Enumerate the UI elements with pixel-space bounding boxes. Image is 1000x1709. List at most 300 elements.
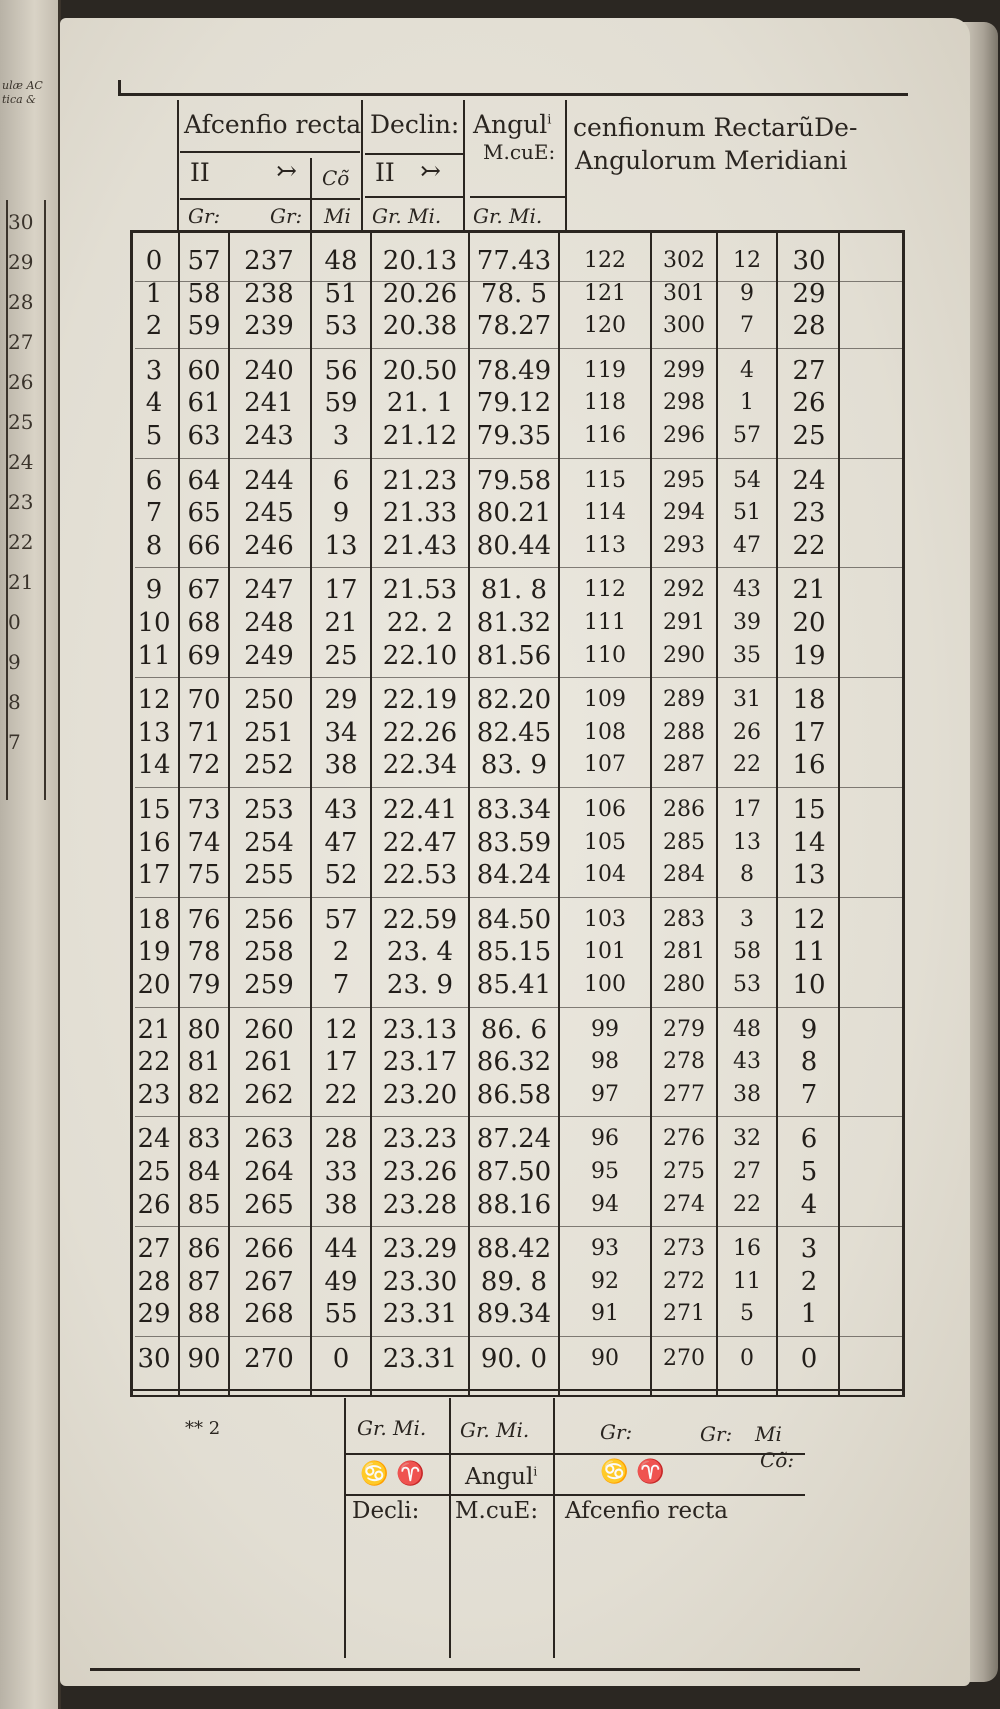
header-rule bbox=[565, 100, 567, 230]
table-cell: 247 bbox=[244, 575, 294, 606]
table-cell: 23.29 bbox=[382, 1234, 458, 1265]
table-cell: 23.17 bbox=[382, 1047, 458, 1078]
facing-page-text: tica & bbox=[2, 93, 36, 106]
table-cell: 109 bbox=[584, 687, 626, 713]
table-cell: 258 bbox=[244, 937, 294, 968]
table-cell: 65 bbox=[187, 498, 221, 529]
table-cell: 241 bbox=[244, 388, 294, 419]
table-cell: 277 bbox=[663, 1081, 705, 1107]
facing-page-number: 23 bbox=[8, 490, 34, 514]
table-bottom-rule bbox=[130, 1389, 905, 1391]
table-cell: 31 bbox=[733, 687, 761, 713]
table-cell: 83.59 bbox=[476, 827, 552, 858]
table-cell: 118 bbox=[584, 390, 626, 416]
table-cell: 73 bbox=[187, 795, 221, 825]
table-cell: 49 bbox=[324, 1266, 358, 1297]
table-cell: 3 bbox=[145, 355, 163, 386]
table-cell: 238 bbox=[244, 278, 294, 309]
signature-mark: ** 2 bbox=[185, 1418, 221, 1439]
column-rule bbox=[468, 233, 470, 1397]
footer-angle-label: M.cuE: bbox=[455, 1498, 539, 1524]
table-cell: 84.50 bbox=[476, 904, 552, 935]
table-cell: 85 bbox=[187, 1189, 221, 1220]
header-rule bbox=[361, 100, 363, 230]
table-cell: 0 bbox=[800, 1344, 818, 1374]
group-rule bbox=[135, 897, 905, 898]
footer-rule bbox=[345, 1494, 805, 1496]
table-cell: 4 bbox=[800, 1189, 818, 1220]
table-cell: 43 bbox=[733, 577, 761, 603]
table-cell: 68 bbox=[187, 608, 221, 638]
table-cell: 77.43 bbox=[476, 246, 552, 276]
table-cell: 7 bbox=[145, 498, 163, 529]
table-cell: 3 bbox=[740, 906, 754, 932]
table-cell: 57 bbox=[733, 423, 761, 448]
table-cell: 105 bbox=[584, 829, 626, 855]
table-cell: 83. 9 bbox=[480, 750, 548, 781]
table-cell: 22 bbox=[733, 752, 761, 778]
header-unit: Gr: bbox=[188, 204, 221, 228]
table-cell: 5 bbox=[740, 1301, 754, 1327]
table-cell: 22.26 bbox=[382, 717, 458, 748]
table-cell: 250 bbox=[244, 685, 294, 716]
table-cell: 280 bbox=[663, 972, 705, 997]
table-cell: 9 bbox=[332, 498, 350, 529]
table-cell: 262 bbox=[244, 1079, 294, 1110]
table-cell: 243 bbox=[244, 421, 294, 451]
table-cell: 63 bbox=[187, 421, 221, 451]
table-cell: 20.38 bbox=[382, 311, 458, 342]
table-cell: 111 bbox=[584, 610, 626, 635]
footer-unit: Gr. Mi. bbox=[460, 1418, 530, 1442]
header-ascension: Afcenfio recta bbox=[184, 110, 362, 139]
table-cell: 59 bbox=[324, 388, 358, 419]
table-cell: 0 bbox=[740, 1346, 754, 1371]
table-cell: 121 bbox=[584, 280, 626, 306]
table-cell: 260 bbox=[244, 1014, 294, 1045]
table-cell: 115 bbox=[584, 467, 626, 493]
table-cell: 53 bbox=[733, 972, 761, 997]
table-cell: 300 bbox=[663, 313, 705, 339]
table-cell: 23.26 bbox=[382, 1157, 458, 1187]
table-cell: 122 bbox=[584, 248, 626, 273]
table-cell: 14 bbox=[792, 827, 826, 858]
table-cell: 51 bbox=[733, 500, 761, 526]
table-cell: 19 bbox=[137, 937, 171, 968]
facing-page-number: 29 bbox=[8, 250, 34, 274]
table-cell: 286 bbox=[663, 797, 705, 822]
table-cell: 79.12 bbox=[476, 388, 552, 419]
table-cell: 94 bbox=[591, 1191, 619, 1217]
table-cell: 106 bbox=[584, 797, 626, 822]
footer-unit: Mi bbox=[755, 1422, 782, 1446]
table-cell: 16 bbox=[733, 1236, 761, 1262]
table-cell: 14 bbox=[137, 750, 171, 781]
table-cell: 11 bbox=[792, 937, 826, 968]
table-cell: 264 bbox=[244, 1157, 294, 1187]
facing-page-number: 21 bbox=[8, 570, 34, 594]
table-cell: 52 bbox=[324, 860, 358, 891]
table-cell: 79 bbox=[187, 970, 221, 1000]
facing-page-number: 28 bbox=[8, 290, 34, 314]
table-cell: 23. 9 bbox=[386, 970, 454, 1000]
table-cell: 9 bbox=[145, 575, 163, 606]
table-cell: 32 bbox=[733, 1126, 761, 1152]
table-cell: 74 bbox=[187, 827, 221, 858]
table-cell: 82.20 bbox=[476, 685, 552, 716]
footer-angle-line1: Angul$^i$ bbox=[465, 1464, 538, 1490]
table-cell: 255 bbox=[244, 860, 294, 891]
table-cell: 97 bbox=[591, 1081, 619, 1107]
table-cell: 17 bbox=[792, 717, 826, 748]
table-cell: 0 bbox=[145, 246, 163, 276]
table-cell: 289 bbox=[663, 687, 705, 713]
table-cell: 79.58 bbox=[476, 465, 552, 496]
table-cell: 26 bbox=[137, 1189, 171, 1220]
table-cell: 66 bbox=[187, 530, 221, 561]
table-cell: 270 bbox=[244, 1344, 294, 1374]
table-cell: 55 bbox=[324, 1299, 358, 1330]
facing-page-number: 7 bbox=[8, 730, 21, 754]
table-cell: 21. 1 bbox=[386, 388, 454, 419]
table-cell: 1 bbox=[145, 278, 163, 309]
table-cell: 18 bbox=[792, 685, 826, 716]
column-rule bbox=[838, 233, 840, 1397]
table-cell: 263 bbox=[244, 1124, 294, 1155]
table-cell: 11 bbox=[137, 640, 171, 671]
facing-page-number: 30 bbox=[8, 210, 34, 234]
table-cell: 47 bbox=[324, 827, 358, 858]
table-cell: 16 bbox=[792, 750, 826, 781]
table-cell: 246 bbox=[244, 530, 294, 561]
table-cell: 18 bbox=[137, 904, 171, 935]
table-cell: 276 bbox=[663, 1126, 705, 1152]
header-sign-gemini: II bbox=[375, 158, 395, 187]
table-cell: 27 bbox=[137, 1234, 171, 1265]
table-cell: 271 bbox=[663, 1301, 705, 1327]
table-cell: 0 bbox=[332, 1344, 350, 1374]
table-cell: 2 bbox=[800, 1266, 818, 1297]
header-unit: Mi bbox=[324, 204, 351, 228]
table-cell: 78.27 bbox=[476, 311, 552, 342]
table-cell: 9 bbox=[800, 1014, 818, 1045]
table-cell: 275 bbox=[663, 1159, 705, 1184]
table-cell: 80 bbox=[187, 1014, 221, 1045]
table-cell: 101 bbox=[584, 939, 626, 965]
table-cell: 2 bbox=[332, 937, 350, 968]
table-cell: 69 bbox=[187, 640, 221, 671]
header-unit: Gr. Mi. bbox=[473, 204, 543, 228]
table-cell: 22 bbox=[733, 1191, 761, 1217]
table-cell: 267 bbox=[244, 1266, 294, 1297]
header-rule bbox=[470, 196, 565, 198]
table-cell: 83 bbox=[187, 1124, 221, 1155]
table-cell: 287 bbox=[663, 752, 705, 778]
column-rule bbox=[776, 233, 778, 1397]
table-cell: 13 bbox=[792, 860, 826, 891]
table-cell: 6 bbox=[332, 465, 350, 496]
header-angle: Angul$^i$ bbox=[473, 110, 552, 139]
footer-unit: Gr: bbox=[600, 1420, 633, 1444]
table-cell: 261 bbox=[244, 1047, 294, 1078]
table-cell: 22.19 bbox=[382, 685, 458, 716]
table-cell: 21.53 bbox=[382, 575, 458, 606]
table-cell: 78. 5 bbox=[480, 278, 548, 309]
facing-page-number: 25 bbox=[8, 410, 34, 434]
header-sign-gemini: II bbox=[190, 158, 210, 187]
table-cell: 15 bbox=[792, 795, 826, 825]
table-cell: 21 bbox=[324, 608, 358, 638]
column-rule bbox=[178, 233, 180, 1397]
table-cell: 86.32 bbox=[476, 1047, 552, 1078]
table-cell: 299 bbox=[663, 357, 705, 383]
table-cell: 119 bbox=[584, 357, 626, 383]
footer-unit: Gr. Mi. bbox=[357, 1416, 427, 1440]
table-cell: 25 bbox=[137, 1157, 171, 1187]
table-cell: 7 bbox=[332, 970, 350, 1000]
table-cell: 56 bbox=[324, 355, 358, 386]
table-cell: 33 bbox=[324, 1157, 358, 1187]
table-cell: 12 bbox=[324, 1014, 358, 1045]
table-cell: 82.45 bbox=[476, 717, 552, 748]
table-cell: 10 bbox=[792, 970, 826, 1000]
table-cell: 86.58 bbox=[476, 1079, 552, 1110]
facing-page-number: 22 bbox=[8, 530, 34, 554]
top-rule bbox=[118, 93, 908, 96]
table-cell: 284 bbox=[663, 862, 705, 888]
header-rule bbox=[177, 100, 179, 230]
table-cell: 23.31 bbox=[382, 1344, 458, 1374]
table-cell: 285 bbox=[663, 829, 705, 855]
table-cell: 108 bbox=[584, 719, 626, 745]
table-cell: 292 bbox=[663, 577, 705, 603]
table-cell: 20.13 bbox=[382, 246, 458, 276]
table-cell: 80.44 bbox=[476, 530, 552, 561]
table-cell: 98 bbox=[591, 1049, 619, 1075]
table-cell: 22.10 bbox=[382, 640, 458, 671]
table-cell: 23.31 bbox=[382, 1299, 458, 1330]
header-rule bbox=[180, 151, 360, 153]
table-cell: 58 bbox=[733, 939, 761, 965]
header-angle-line2: M.cuE: bbox=[483, 140, 556, 164]
table-cell: 6 bbox=[800, 1124, 818, 1155]
table-cell: 27 bbox=[733, 1159, 761, 1184]
column-rule bbox=[650, 233, 652, 1397]
table-cell: 270 bbox=[663, 1346, 705, 1371]
table-cell: 20 bbox=[137, 970, 171, 1000]
table-cell: 24 bbox=[137, 1124, 171, 1155]
table-cell: 3 bbox=[332, 421, 350, 451]
table-cell: 38 bbox=[733, 1081, 761, 1107]
table-cell: 301 bbox=[663, 280, 705, 306]
table-cell: 12 bbox=[137, 685, 171, 716]
header-sign-arrow: ↣ bbox=[420, 156, 441, 185]
table-cell: 291 bbox=[663, 610, 705, 635]
table-cell: 57 bbox=[324, 904, 358, 935]
table-cell: 88.42 bbox=[476, 1234, 552, 1265]
table-cell: 3 bbox=[800, 1234, 818, 1265]
table-cell: 294 bbox=[663, 500, 705, 526]
table-cell: 8 bbox=[145, 530, 163, 561]
top-rule-tick bbox=[118, 80, 121, 96]
group-rule bbox=[135, 1336, 905, 1337]
table-cell: 248 bbox=[244, 608, 294, 638]
header-rule bbox=[180, 198, 360, 200]
table-cell: 20 bbox=[792, 608, 826, 638]
table-cell: 28 bbox=[792, 311, 826, 342]
table-cell: 23.28 bbox=[382, 1189, 458, 1220]
table-cell: 7 bbox=[740, 313, 754, 339]
table-cell: 278 bbox=[663, 1049, 705, 1075]
table-cell: 259 bbox=[244, 970, 294, 1000]
table-cell: 23 bbox=[792, 498, 826, 529]
table-cell: 104 bbox=[584, 862, 626, 888]
bottom-rule bbox=[90, 1668, 860, 1671]
table-cell: 54 bbox=[733, 467, 761, 493]
table-cell: 78.49 bbox=[476, 355, 552, 386]
table-cell: 93 bbox=[591, 1236, 619, 1262]
table-cell: 21.23 bbox=[382, 465, 458, 496]
table-cell: 2 bbox=[145, 311, 163, 342]
facing-page-number: 9 bbox=[8, 650, 21, 674]
table-cell: 107 bbox=[584, 752, 626, 778]
table-cell: 99 bbox=[591, 1016, 619, 1042]
table-cell: 265 bbox=[244, 1189, 294, 1220]
table-cell: 89. 8 bbox=[480, 1266, 548, 1297]
table-cell: 23.23 bbox=[382, 1124, 458, 1155]
header-rule bbox=[365, 196, 463, 198]
table-cell: 51 bbox=[324, 278, 358, 309]
header-rule bbox=[365, 153, 463, 155]
table-cell: 1 bbox=[800, 1299, 818, 1330]
table-cell: 288 bbox=[663, 719, 705, 745]
table-cell: 48 bbox=[733, 1016, 761, 1042]
table-cell: 70 bbox=[187, 685, 221, 716]
table-cell: 67 bbox=[187, 575, 221, 606]
table-cell: 283 bbox=[663, 906, 705, 932]
table-cell: 266 bbox=[244, 1234, 294, 1265]
table-cell: 25 bbox=[792, 421, 826, 451]
footer-asc-label: Afcenfio recta bbox=[565, 1498, 728, 1524]
table-cell: 87.24 bbox=[476, 1124, 552, 1155]
table-cell: 13 bbox=[733, 829, 761, 855]
table-cell: 84.24 bbox=[476, 860, 552, 891]
table-cell: 268 bbox=[244, 1299, 294, 1330]
table-cell: 81. 8 bbox=[480, 575, 548, 606]
group-rule bbox=[135, 677, 905, 678]
facing-page-number: 0 bbox=[8, 610, 21, 634]
table-cell: 100 bbox=[584, 972, 626, 997]
table-left-rule bbox=[130, 233, 133, 1397]
group-rule bbox=[135, 348, 905, 349]
column-rule bbox=[370, 233, 372, 1397]
table-cell: 21.12 bbox=[382, 421, 458, 451]
table-cell: 11 bbox=[733, 1268, 761, 1294]
table-cell: 88 bbox=[187, 1299, 221, 1330]
table-cell: 249 bbox=[244, 640, 294, 671]
table-cell: 23.20 bbox=[382, 1079, 458, 1110]
facing-page-number: 24 bbox=[8, 450, 34, 474]
table-cell: 23.30 bbox=[382, 1266, 458, 1297]
table-cell: 82 bbox=[187, 1079, 221, 1110]
table-cell: 30 bbox=[792, 246, 826, 276]
table-cell: 53 bbox=[324, 311, 358, 342]
column-rule bbox=[228, 233, 230, 1397]
header-sign-arrow: ↣ bbox=[276, 156, 297, 185]
table-cell: 96 bbox=[591, 1126, 619, 1152]
table-cell: 302 bbox=[663, 248, 705, 273]
table-cell: 19 bbox=[792, 640, 826, 671]
table-cell: 28 bbox=[324, 1124, 358, 1155]
table-cell: 92 bbox=[591, 1268, 619, 1294]
group-rule bbox=[135, 1226, 905, 1227]
header-co-label: Cõ bbox=[322, 166, 350, 190]
table-cell: 21 bbox=[137, 1014, 171, 1045]
table-cell: 64 bbox=[187, 465, 221, 496]
header-table-title-2: Angulorum Meridiani bbox=[575, 146, 848, 175]
table-top-rule bbox=[130, 230, 905, 233]
table-cell: 71 bbox=[187, 717, 221, 748]
table-cell: 20.50 bbox=[382, 355, 458, 386]
footer-rule bbox=[345, 1453, 805, 1455]
table-cell: 21.33 bbox=[382, 498, 458, 529]
table-cell: 61 bbox=[187, 388, 221, 419]
table-cell: 4 bbox=[740, 357, 754, 383]
table-cell: 81 bbox=[187, 1047, 221, 1078]
table-cell: 87.50 bbox=[476, 1157, 552, 1187]
footer-sign: ♋ ♈ bbox=[600, 1459, 665, 1485]
table-cell: 20.26 bbox=[382, 278, 458, 309]
table-cell: 5 bbox=[800, 1157, 818, 1187]
table-cell: 86 bbox=[187, 1234, 221, 1265]
table-cell: 30 bbox=[137, 1344, 171, 1374]
table-cell: 9 bbox=[740, 280, 754, 306]
table-cell: 25 bbox=[324, 640, 358, 671]
table-cell: 6 bbox=[145, 465, 163, 496]
table-cell: 26 bbox=[792, 388, 826, 419]
table-cell: 79.35 bbox=[476, 421, 552, 451]
table-cell: 29 bbox=[324, 685, 358, 716]
table-cell: 112 bbox=[584, 577, 626, 603]
footer-sign: ♋ ♈ bbox=[360, 1461, 425, 1487]
table-cell: 240 bbox=[244, 355, 294, 386]
footer-rule bbox=[553, 1398, 555, 1658]
table-cell: 113 bbox=[584, 532, 626, 558]
facing-page-fragment bbox=[0, 0, 61, 1709]
table-cell: 24 bbox=[792, 465, 826, 496]
table-cell: 116 bbox=[584, 423, 626, 448]
table-cell: 21 bbox=[792, 575, 826, 606]
table-cell: 88.16 bbox=[476, 1189, 552, 1220]
table-cell: 22 bbox=[792, 530, 826, 561]
table-cell: 13 bbox=[137, 717, 171, 748]
table-cell: 91 bbox=[591, 1301, 619, 1327]
table-cell: 22.59 bbox=[382, 904, 458, 935]
table-cell: 85.41 bbox=[476, 970, 552, 1000]
table-cell: 43 bbox=[324, 795, 358, 825]
book-page bbox=[60, 18, 970, 1686]
table-cell: 84 bbox=[187, 1157, 221, 1187]
column-rule bbox=[716, 233, 718, 1397]
table-cell: 85.15 bbox=[476, 937, 552, 968]
table-cell: 253 bbox=[244, 795, 294, 825]
table-cell: 103 bbox=[584, 906, 626, 932]
table-cell: 110 bbox=[584, 642, 626, 668]
group-rule bbox=[135, 1116, 905, 1117]
table-cell: 35 bbox=[733, 642, 761, 668]
table-cell: 237 bbox=[244, 246, 294, 276]
table-cell: 39 bbox=[733, 610, 761, 635]
